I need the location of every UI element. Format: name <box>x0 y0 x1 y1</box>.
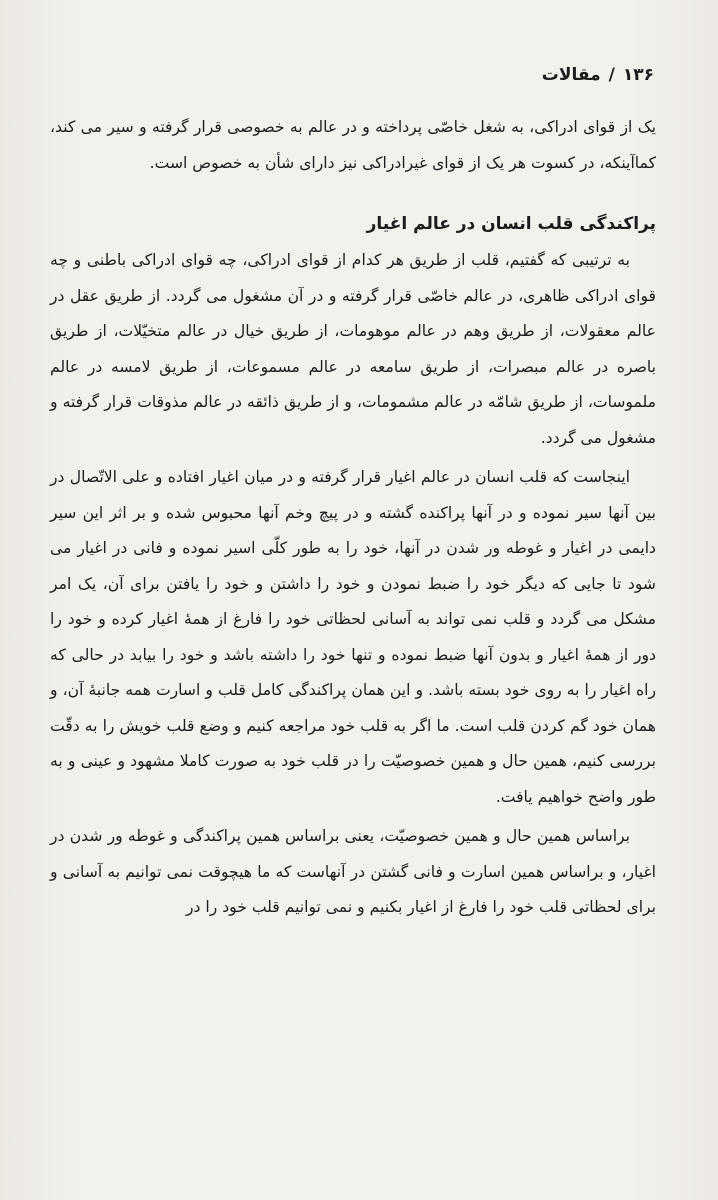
section-heading: پراکندگی قلب انسان در عالم اغیار <box>366 214 656 234</box>
paragraph-3: براساس همین حال و همین خصوصیّت، یعنی براساس همین پراکندگی و غوطه ور شدن در اغیار، و براساس همین اسارت و فانی گشتن در آنهاست که ما هیچوقت نمی توانیم به آسانی و برای لحظاتی قلب خود را فارغ از اغیار بکنیم و نمی توانیم قلب خود را در <box>50 827 656 916</box>
section-title: مقالات <box>541 65 601 85</box>
paragraph-1: به ترتیبی که گفتیم، قلب از طریق هر کدام از قوای ادراکی، چه قوای ادراکی باطنی و چه قوای ادراکی ظاهری، در عالم خاصّی قرار گرفته و در آن مشغول می گردد. از طریق عقل در عالم معقولات، از طریق وهم در عالم موهومات، از طریق خیال در عالم متخیّلات، از طریق باصره در عالم مبصرات، از طریق سامعه در عالم مسموعات، از طریق لامسه در عالم ملموسات، از طریق شامّه در عالم مشمومات، و از طریق ذائقه در عالم مذوقات قرار گرفته و مشغول می گردد. <box>50 251 656 447</box>
header-separator: / <box>608 65 615 85</box>
page-body <box>50 110 656 926</box>
intro-paragraph: یک از قوای ادراکی، به شغل خاصّی پرداخته و در عالم به خصوصی قرار گرفته و سیر می کند، کماآینکه، در کسوت هر یک از قوای غیرادراکی نیز دارای شأن به خصوص است. <box>50 118 656 172</box>
page-number: ۱۳۶ <box>622 65 654 85</box>
paragraph-2: اینجاست که قلب انسان در عالم اغیار قرار گرفته و در میان اغیار افتاده و علی الاتّصال در بین آنها سیر نموده و در آنها پراکنده گشته و در پیچ وخم آنها محبوس شده و بر اثر این سیر دایمی در اغیار و غوطه ور شدن در آنها، خود را به طور کلّی اسیر نموده و فانی در اغیار می شود تا جایی که دیگر خود را ضبط نمودن و خود را داشتن و خود را یافتن برای آن، یک امر مشکل می گردد و قلب نمی تواند به آسانی لحظاتی خود را فارغ از همهٔ اغیار کرده و خود را دور از همهٔ اغیار و بدون آنها ضبط نموده و تنها خود را داشته باشد و خود را بیابد در حالی که راه اغیار را به روی خود بسته باشد. و این همان پراکندگی کامل قلب و اسارت همه جانبهٔ آن، و همان خود گم کردن قلب است. ما اگر به قلب خود مراجعه کنیم و وضع قلب خویش را به دقّت بررسی کنیم، همین حال و همین خصوصیّت را در قلب خود به صورت کاملا مشهود و عینی و به طور واضح خواهیم یافت. <box>50 468 656 806</box>
running-header <box>50 62 654 88</box>
